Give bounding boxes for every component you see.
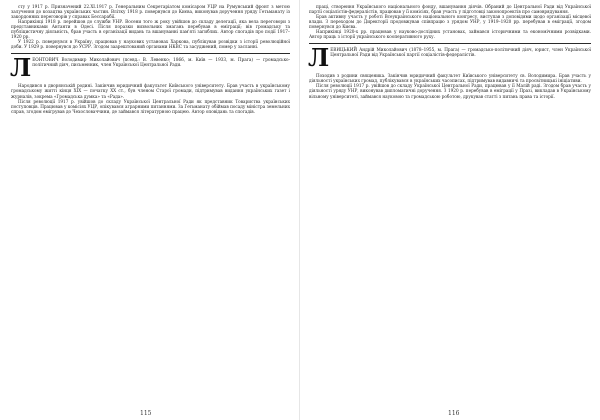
- drop-cap: Л: [10, 53, 32, 83]
- drop-cap: Л: [308, 43, 330, 73]
- entry-heading: ЕОНТОВИЧ Володимир Миколайович (псевд.: В. Левенко; 1866, м. Київ — 1933, м. Прага) — громадсько-політичний діяч, письменник, член Української Центральної Ради.: [32, 57, 290, 68]
- entry-paragraph: Після революції 1917 р. увійшов до складу Української Центральної Ради як представник Товариства українських поступовців. Працював у комісіях УЦР, опікувався аграрними питаннями. За Гетьманату обіймав посаду міністра земельних справ, згодом емігрував до Чехословаччини, де займався літературною працею. Автор оповідань та спогадів.: [11, 98, 290, 114]
- right-top-paragraph: Наприкінці 1920-х рр. працював у науково-дослідних установах, займався історичними та економічними розвідками. Автор праць з історії українського кооперативного руху.: [309, 29, 591, 40]
- entry-paragraph: Народився в дворянській родині. Закінчив юридичний факультет Київського університету. Брав участь в українському громадському житті кінця XIX — початку XX ст., був членом Старої громади, підтримував видання українських газет і журналів, зокрема «Громадська думка» та «Рада».: [11, 83, 290, 99]
- left-top-paragraph: Наприкінці 1918 р. перейшов до служби УНР. Восени того ж року увійшов до складу делегації, яка вела переговори з представниками Антанти в Одесі. Після поразки визвольних змагань перебував в еміграції; вів громадську та публіцистичну діяльність, брав участь в організації видань та вшануванні пам'яті загиблих. Автор спогадів про події 1917–1920 рр.: [11, 19, 290, 40]
- entry-header: [10, 53, 290, 83]
- page-number-left: 115: [140, 410, 152, 417]
- page-number-right: 116: [448, 410, 460, 417]
- right-page: [300, 0, 600, 420]
- entry-paragraph: Походив з родини священика. Закінчив юридичний факультет Київського університету св. Володимира. Брав участь у діяльності українських громад, публікувався в українських часописах, підтримував видавничі та просвітницькі ініціативи.: [309, 73, 591, 84]
- right-top-paragraph: праці, створення Українського національного фонду, вшанування діячів. Обраний до Центральної Ради від Української партії соціалістів-федералістів, працював у її комісіях, брав участь у підготовці законопроектів про самоврядування.: [309, 4, 591, 15]
- right-top-column: [309, 4, 591, 39]
- right-top-paragraph: Брав активну участь у роботі Всеукраїнського національного конгресу, виступав з доповідями щодо організації місцевої влади. З переходом до Директорії продовжував співпрацю з урядом УНР, у 1919–1920 рр. перебував в еміграції, згодом повернувся до Києва.: [309, 14, 591, 30]
- left-entry-body: [11, 83, 290, 113]
- section-divider: [11, 53, 290, 54]
- left-top-paragraph: сту у 1917 р. Призначений 22.XI.1917 р. Генеральним Секретаріатом комісаром УЦР на Румунський фронт з метою залучення до козацтва українських частин. Влітку 1918 р. повернувся до Києва, виконував доручення уряду Гетьманату із закордонних переговорів у справах Бессарабії.: [11, 4, 290, 20]
- entry-header: [308, 43, 591, 73]
- right-entry-body: [309, 73, 591, 98]
- left-top-paragraph: У 1922 р. повернувся в Україну, працював у наукових установах Харкова, публікував розвідки з історії революційної доби. У 1929 р. повернувся до УСРР. Згодом заарештований органами НКВС та засуджений, помер у засланні.: [11, 39, 290, 50]
- left-top-column: [11, 4, 290, 49]
- section-divider: [309, 43, 591, 44]
- entry-paragraph: Після революції 1917 р. увійшов до складу Української Центральної Ради, працював у її Малій раді. Згодом брав участь у діяльності уряду УНР, виконував дипломатичні доручення. З 1920 р. перебував в еміграції у Празі, викладав в Українському вільному університеті, займався науковою та громадською роботою, друкував статті з питань права та історії.: [309, 83, 591, 99]
- entry-heading: ЕВИЦЬКИЙ Андрій Миколайович (1878–1955, м. Прага) — громадсько-політичний діяч, юрист, член Української Центральної Ради від Української партії соціалістів-федералістів.: [330, 47, 591, 58]
